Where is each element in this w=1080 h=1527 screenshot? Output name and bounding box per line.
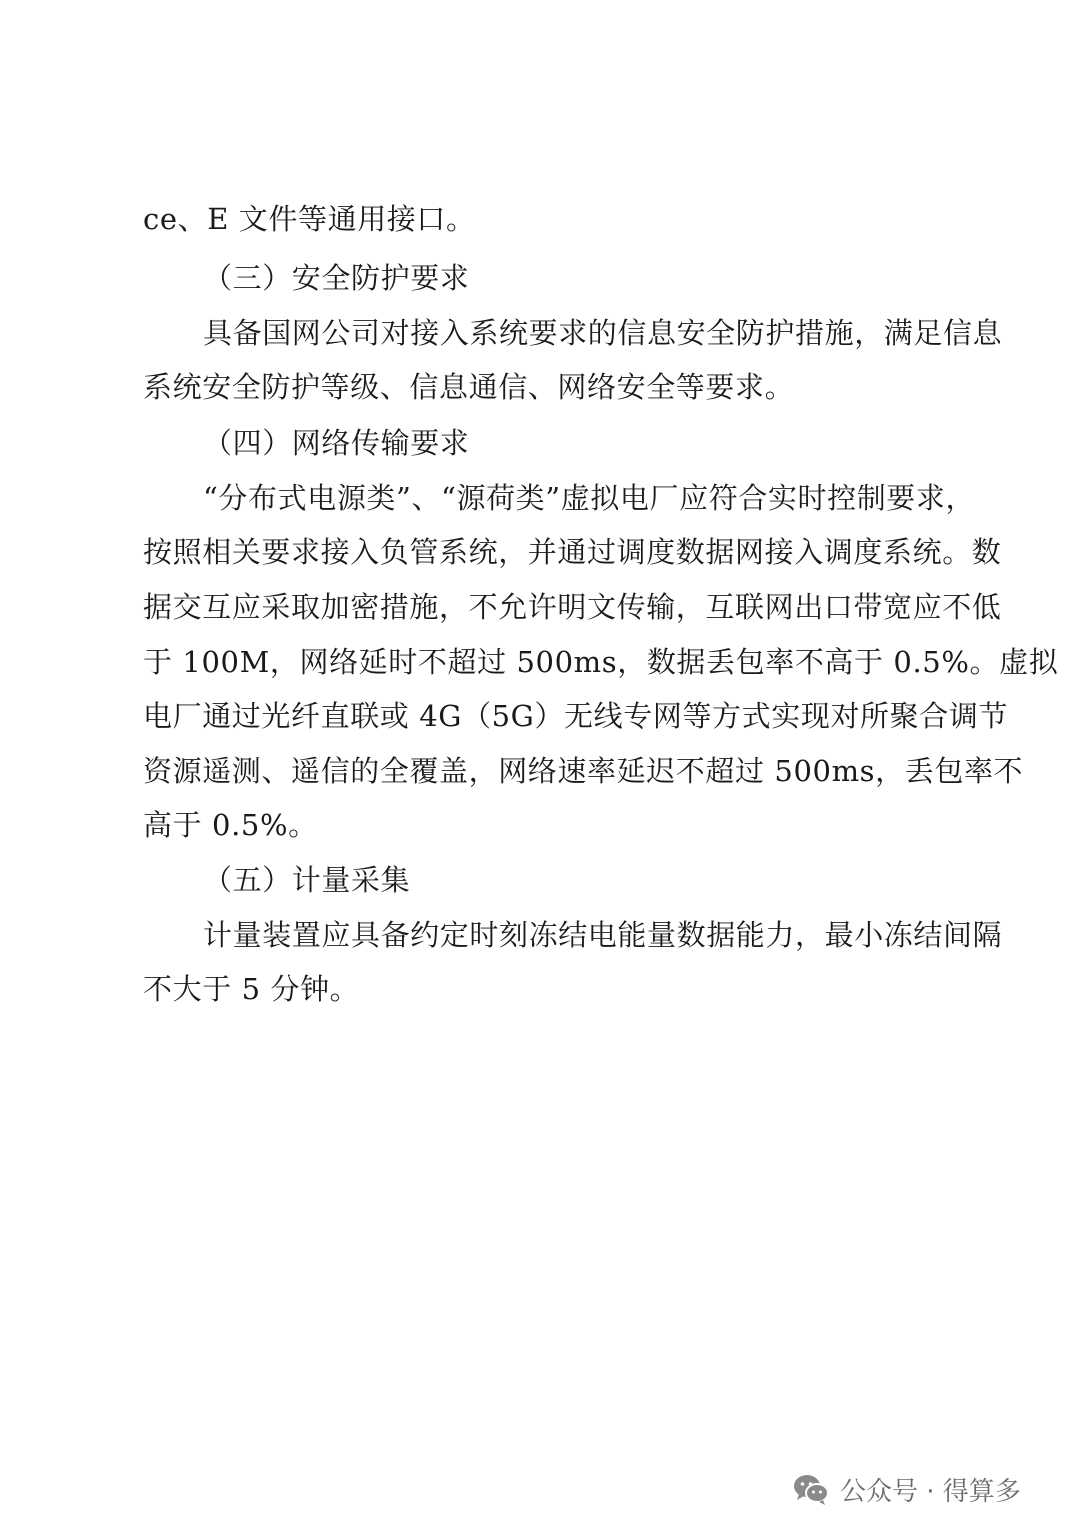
text-line: 按照相关要求接入负管系统，并通过调度数据网接入调度系统。数 [143,535,1002,569]
text-line: 据交互应采取加密措施，不允许明文传输，互联网出口带宽应不低 [143,590,1002,624]
text-line: “分布式电源类”、“源荷类”虚拟电厂应符合实时控制要求， [203,481,976,515]
text-line: 具备国网公司对接入系统要求的信息安全防护措施，满足信息 [203,316,1003,350]
wechat-icon [792,1472,830,1506]
watermark [792,1469,1021,1509]
section-heading-security: （三）安全防护要求 [203,261,470,295]
section-heading-network: （四）网络传输要求 [203,426,470,460]
text-line: ce、E 文件等通用接口。 [143,202,476,236]
watermark-text: 公众号 · 得算多 [840,1476,1021,1507]
text-line: 电厂通过光纤直联或 4G（5G）无线专网等方式实现对所聚合调节 [143,699,1009,733]
section-heading-metering: （五）计量采集 [203,863,411,897]
text-line: 计量装置应具备约定时刻冻结电能量数据能力，最小冻结间隔 [203,918,1003,952]
text-line: 资源遥测、遥信的全覆盖，网络速率延迟不超过 500ms，丢包率不 [143,754,1024,788]
text-line: 高于 0.5%。 [143,808,318,842]
text-line: 系统安全防护等级、信息通信、网络安全等要求。 [143,370,795,404]
text-line: 不大于 5 分钟。 [143,972,360,1006]
text-line: 于 100M，网络延时不超过 500ms，数据丢包率不高于 0.5%。虚拟 [143,645,1059,679]
